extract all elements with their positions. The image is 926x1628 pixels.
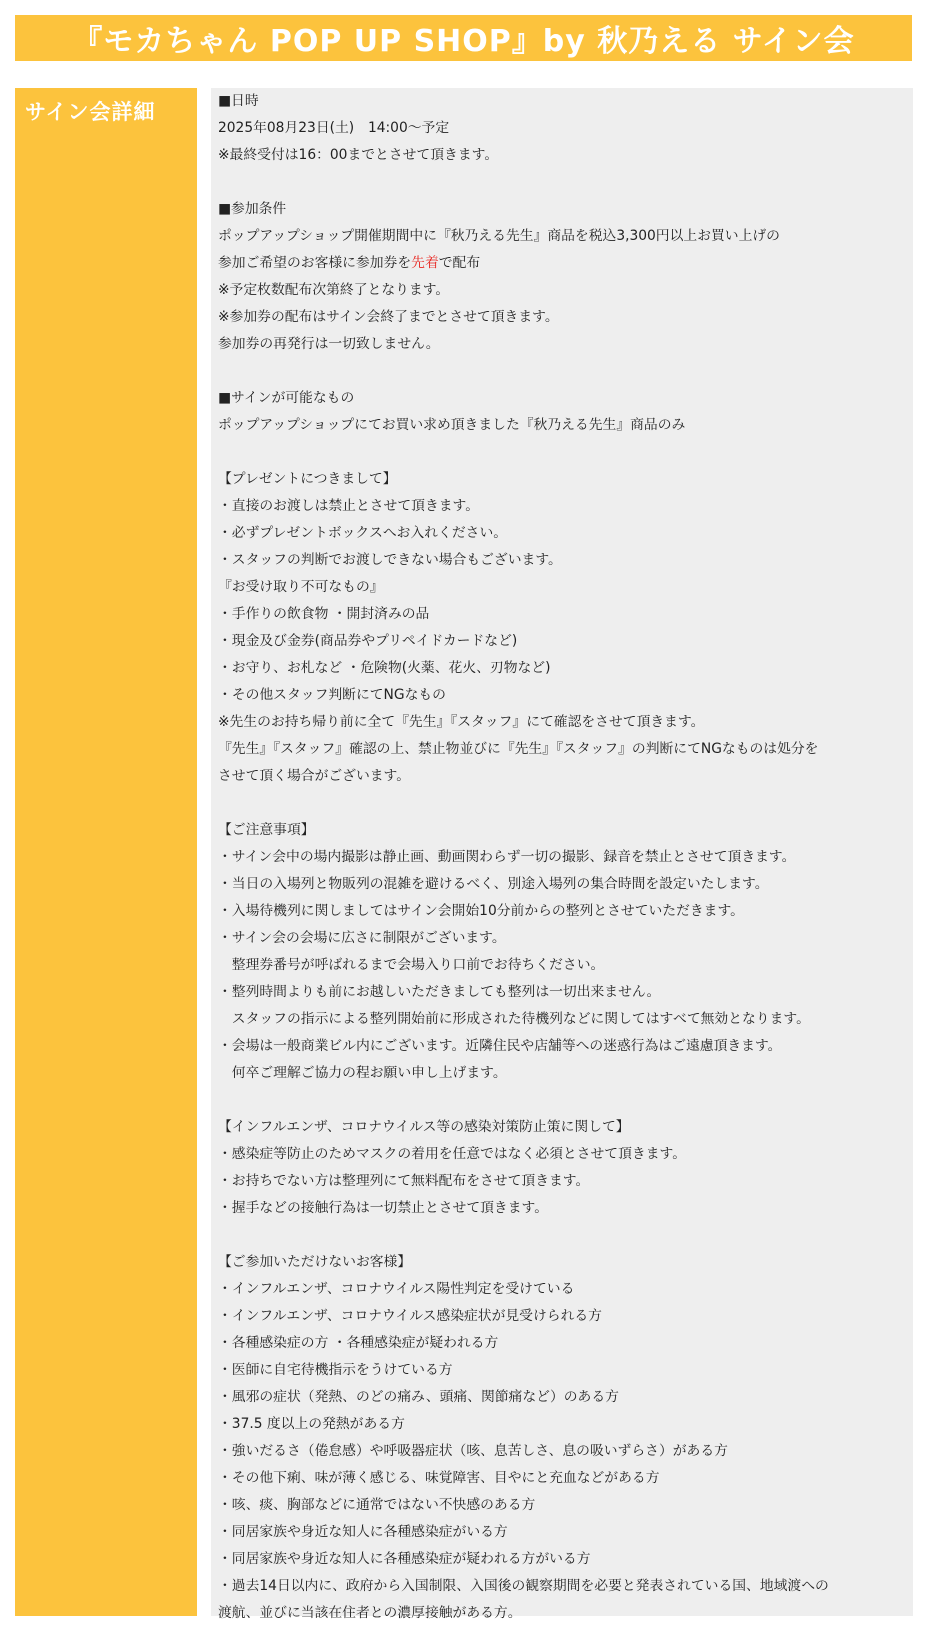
detail-line: ・握手などの接触行為は一切禁止とさせて頂きます。 <box>218 1200 549 1216</box>
detail-line: ・強いだるさ（倦怠感）や呼吸器症状（咳、息苦しさ、息の吸いずらさ）がある方 <box>218 1443 728 1459</box>
detail-line: ・同居家族や身近な知人に各種感染症がいる方 <box>218 1524 508 1540</box>
detail-line: スタッフの指示による整列開始前に形成された待機列などに関してはすべて無効となります。 <box>218 1011 810 1027</box>
detail-line: ポップアップショップにてお買い求め頂きました『秋乃える先生』商品のみ <box>218 417 686 433</box>
sidebar <box>15 88 197 1616</box>
detail-line: ・現金及び金券(商品券やプリペイドカードなど) <box>218 633 518 649</box>
detail-line: ■サインが可能なもの <box>218 390 355 406</box>
detail-line: ・医師に自宅待機指示をうけている方 <box>218 1362 453 1378</box>
detail-line: 『お受け取り不可なもの』 <box>218 579 384 595</box>
detail-line: 整理券番号が呼ばれるまで会場入り口前でお待ちください。 <box>218 957 605 973</box>
highlight-after: で配布 <box>438 255 481 271</box>
detail-line: ・スタッフの判断でお渡しできない場合もございます。 <box>218 552 562 568</box>
blank-line <box>218 1087 908 1114</box>
detail-line: ・手作りの飲食物 ・開封済みの品 <box>218 606 430 622</box>
detail-line: ポップアップショップ開催期間中に『秋乃える先生』商品を税込3,300円以上お買い上げの <box>218 228 780 244</box>
detail-line: ・各種感染症の方 ・各種感染症が疑われる方 <box>218 1335 499 1351</box>
detail-line: ※予定枚数配布次第終了となります。 <box>218 282 450 298</box>
detail-line: ・風邪の症状（発熱、のどの痛み、頭痛、関節痛など）のある方 <box>218 1389 619 1405</box>
detail-line: 【ご注意事項】 <box>218 822 315 838</box>
blank-line <box>218 358 908 385</box>
blank-line <box>218 1222 908 1249</box>
detail-line: ・その他スタッフ判断にてNGなもの <box>218 687 446 703</box>
highlight-before: 参加ご希望のお客様に参加券を <box>218 255 412 271</box>
detail-line: ・インフルエンザ、コロナウイルス感染症状が見受けられる方 <box>218 1308 602 1324</box>
blank-line <box>218 439 908 466</box>
detail-line: ・会場は一般商業ビル内にございます。近隣住民や店舗等への迷惑行為はご遠慮頂きます。 <box>218 1038 782 1054</box>
detail-line: ・必ずプレゼントボックスへお入れください。 <box>218 525 508 541</box>
detail-line: ・同居家族や身近な知人に各種感染症が疑われる方がいる方 <box>218 1551 591 1567</box>
detail-line <box>218 250 908 277</box>
detail-line: ・サイン会の会場に広さに制限がございます。 <box>218 930 506 946</box>
detail-line: 【プレゼントにつきまして】 <box>218 471 397 487</box>
detail-line: ■日時 <box>218 93 259 109</box>
detail-line: ・直接のお渡しは禁止とさせて頂きます。 <box>218 498 480 514</box>
detail-line: させて頂く場合がございます。 <box>218 768 411 784</box>
detail-line: ・整列時間よりも前にお越しいただきましても整列は一切出来ません。 <box>218 984 661 1000</box>
detail-line: 『先生』『スタッフ』確認の上、禁止物並びに『先生』『スタッフ』の判断にてNGなものは処分を <box>218 741 819 757</box>
detail-line: ・お守り、お札など ・危険物(火薬、花火、刃物など) <box>218 660 551 676</box>
detail-line: ・その他下痢、味が薄く感じる、味覚障害、目やにと充血などがある方 <box>218 1470 660 1486</box>
detail-line: ・お持ちでない方は整理列にて無料配布をさせて頂きます。 <box>218 1173 590 1189</box>
detail-line: 何卒ご理解ご協力の程お願い申し上げます。 <box>218 1065 507 1081</box>
detail-line: 2025年08月23日(土) 14:00～予定 <box>218 120 450 136</box>
detail-line: ※先生のお持ち帰り前に全て『先生』『スタッフ』にて確認をさせて頂きます。 <box>218 714 705 730</box>
detail-line: ※最終受付は16：00までとさせて頂きます。 <box>218 147 499 163</box>
detail-line: ・入場待機列に関しましてはサイン会開始10分前からの整列とさせていただきます。 <box>218 903 744 919</box>
highlight-red-text: 先着 <box>411 255 439 271</box>
page-title-banner <box>15 15 912 61</box>
detail-line: ・過去14日以内に、政府から入国制限、入国後の観察期間を必要と発表されている国、地域渡への <box>218 1578 829 1594</box>
page-title: 『モカちゃん POP UP SHOP』by 秋乃える サイン会 <box>72 24 855 59</box>
detail-line: ・当日の入場列と物販列の混雑を避けるべく、別途入場列の集合時間を設定いたします。 <box>218 876 769 892</box>
detail-line: 【ご参加いただけないお客様】 <box>218 1254 412 1270</box>
details-panel <box>211 88 913 1621</box>
detail-line: ・37.5 度以上の発熱がある方 <box>218 1416 405 1432</box>
detail-line: ■参加条件 <box>218 201 287 217</box>
detail-line: ・インフルエンザ、コロナウイルス陽性判定を受けている <box>218 1281 575 1297</box>
detail-line: ※参加券の配布はサイン会終了までとさせて頂きます。 <box>218 309 559 325</box>
detail-line: ・感染症等防止のためマスクの着用を任意ではなく必須とさせて頂きます。 <box>218 1146 686 1162</box>
detail-line: 【インフルエンザ、コロナウイルス等の感染対策防止策に関して】 <box>218 1119 630 1135</box>
blank-line <box>218 790 908 817</box>
detail-line: ・サイン会中の場内撮影は静止画、動画関わらず一切の撮影、録音を禁止とさせて頂きます。 <box>218 849 796 865</box>
section-label: サイン会詳細 <box>25 100 156 124</box>
detail-line: ・咳、痰、胸部などに通常ではない不快感のある方 <box>218 1497 536 1513</box>
detail-line: 参加券の再発行は一切致しません。 <box>218 336 440 352</box>
detail-line: 渡航、並びに当該在住者との濃厚接触がある方。 <box>218 1605 522 1621</box>
blank-line <box>218 169 908 196</box>
